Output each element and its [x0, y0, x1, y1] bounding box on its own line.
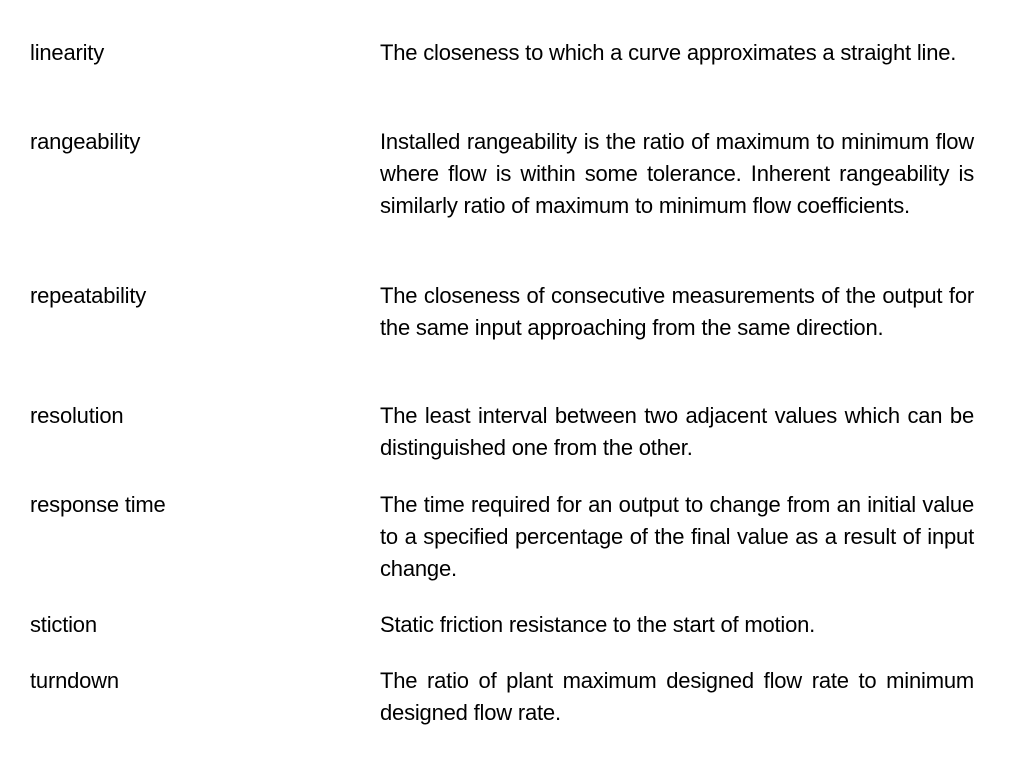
glossary-definition: The ratio of plant maximum designed flow rate to minimum designed flow rate. [380, 668, 974, 725]
glossary-definition: Static friction resistance to the start of motion. [380, 612, 816, 637]
glossary-definition: Installed rangeability is the ratio of maximum to minimum flow where flow is within some tolerance. Inherent rangeability is similarly ratio of maximum to minimum flow coefficients. [380, 129, 974, 218]
glossary-definition: The closeness to which a curve approximates a straight line. [380, 40, 957, 65]
glossary-definition: The least interval between two adjacent values which can be distinguished one from the other. [380, 403, 974, 460]
glossary-term: resolution [30, 403, 124, 428]
glossary-term: linearity [30, 40, 105, 65]
glossary-term: response time [30, 492, 166, 517]
glossary-term: turndown [30, 668, 119, 693]
glossary-term: repeatability [30, 283, 147, 308]
glossary-definition: The time required for an output to change from an initial value to a specified percentage of the final value as a result of input change. [380, 492, 974, 581]
glossary-definition: The closeness of consecutive measurements of the output for the same input approaching from the same direction. [380, 283, 974, 340]
glossary-term: stiction [30, 612, 97, 637]
glossary-term: rangeability [30, 129, 141, 154]
